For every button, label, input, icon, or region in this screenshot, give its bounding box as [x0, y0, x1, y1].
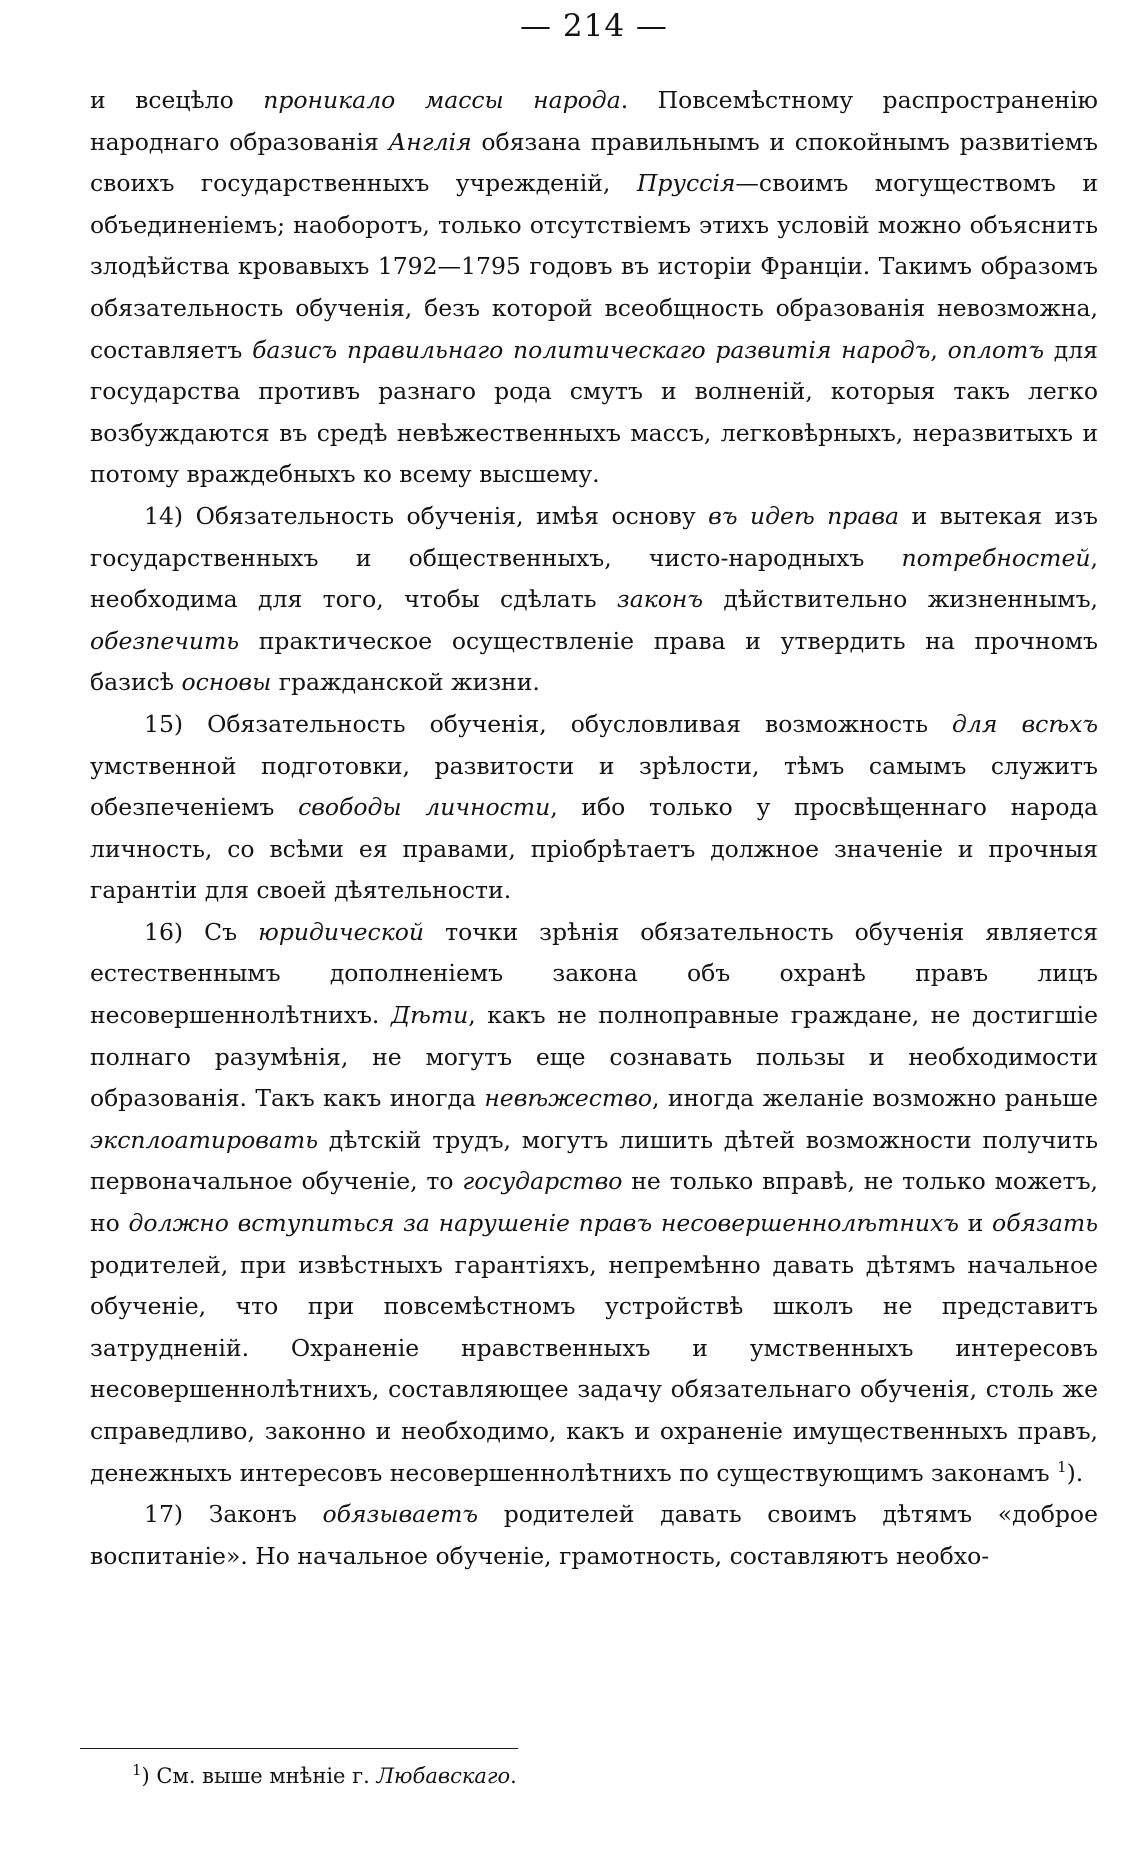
emphasis-text: юридической — [258, 917, 425, 946]
emphasis-text: обязать — [992, 1209, 1099, 1238]
paragraph-p-continue — [90, 80, 1098, 496]
text-run: 17) Законъ — [144, 1500, 323, 1529]
emphasis-text: Пруссія — [636, 169, 736, 198]
footnote-author: Любавскаго — [376, 1764, 511, 1788]
paragraph-p-17 — [90, 1494, 1098, 1577]
page — [90, 0, 1098, 1577]
footnote-divider — [80, 1748, 518, 1749]
body-text — [90, 80, 1098, 1577]
emphasis-text: Англія — [388, 127, 472, 156]
text-run: родителей, при извѣстныхъ гарантіяхъ, непремѣнно давать дѣтямъ начальное обученіе, что при повсемѣстномъ устройствѣ школъ не представитъ затрудненій. Охраненіе нравственныхъ и умственныхъ интересовъ несовершеннолѣтнихъ, составляющее задачу обязательнаго обученія, столь же справедливо, законно и необходимо, какъ и охраненіе имущественныхъ правъ, денежныхъ интересовъ несовершеннолѣтнихъ по существующимъ законамъ — [90, 1250, 1098, 1487]
emphasis-text: эксплоатировать — [90, 1125, 318, 1154]
emphasis-text: государство — [462, 1167, 623, 1196]
text-run: 16) Съ — [144, 917, 259, 946]
emphasis-text: потребностей — [901, 543, 1091, 572]
text-run: ). — [1066, 1458, 1084, 1487]
text-run: гражданской жизни. — [271, 668, 540, 697]
paragraph-p-15 — [90, 704, 1098, 912]
text-run: —своимъ могуществомъ и объединеніемъ; наоборотъ, только отсутствіемъ этихъ условій можно объяснить злодѣйства кровавыхъ 1792—1795 годовъ въ исторіи Франціи. Такимъ образомъ обязательность обученія, безъ которой всеобщность образованія невозможна, составляетъ — [90, 169, 1098, 364]
text-run: дѣтскій трудъ, могутъ лишить дѣтей возможности получить первоначальное обученіе, то — [90, 1125, 1098, 1196]
emphasis-text: проникало массы народа — [263, 86, 621, 114]
emphasis-text: базисъ правильнаго политическаго развитія народъ — [252, 335, 931, 364]
text-run: и вытекая изъ государственныхъ и общественныхъ, чисто-народныхъ — [90, 501, 1099, 572]
emphasis-text: оплотъ — [947, 335, 1044, 364]
text-run: родителей давать своимъ дѣтямъ «доброе воспитаніе». Но начальное обученіе, грамотность, составляютъ необхо- — [90, 1500, 1098, 1570]
text-run: и — [958, 1209, 993, 1238]
footnote — [132, 1760, 517, 1792]
text-run: практическое осуществленіе права и утвердить на прочномъ базисѣ — [90, 626, 1098, 697]
emphasis-text: обязываетъ — [322, 1500, 479, 1529]
footnote-marker: 1 — [132, 1761, 142, 1779]
paragraph-p-14 — [90, 496, 1098, 704]
emphasis-text: свободы личности — [298, 793, 551, 822]
text-run: , какъ не полноправные граждане, не достигшіе полнаго разумѣнія, не могутъ еще сознавать пользы и необходимости образованія. Такъ какъ иногда — [90, 1001, 1098, 1113]
text-run: , ибо только у просвѣщеннаго народа личность, со всѣми ея правами, пріобрѣтаетъ должное значеніе и прочныя гарантіи для своей дѣятельности. — [90, 793, 1098, 905]
text-run: , — [930, 335, 948, 364]
text-run: 14) Обязательность обученія, имѣя основу — [144, 501, 709, 530]
text-run: , необходима для того, чтобы сдѣлать — [90, 543, 1098, 614]
text-run: 15) Обязательность обученія, обусловливая возможность — [144, 709, 953, 738]
emphasis-text: законъ — [616, 585, 704, 614]
text-run: для государства противъ разнаго рода смутъ и волненій, которыя такъ легко возбуждаются въ средѣ невѣжественныхъ массъ, легковѣрныхъ, неразвитыхъ и потому враждебныхъ ко всему высшему. — [90, 335, 1098, 489]
page-number: — 214 — — [520, 8, 668, 44]
footnote-text-before: ) См. выше мнѣніе г. — [141, 1764, 377, 1788]
emphasis-text: Дѣти — [390, 1001, 469, 1030]
footnote-text-after: . — [510, 1764, 517, 1788]
text-run: дѣйствительно жизненнымъ, — [703, 585, 1098, 614]
footnote-ref: 1 — [1057, 1457, 1067, 1476]
text-run: . Повсемѣстному распространенію народнаго образованія — [90, 86, 1099, 156]
emphasis-text: основы — [181, 668, 272, 697]
emphasis-text: обезпечить — [90, 626, 240, 655]
text-run: обязана правильнымъ и спокойнымъ развитіемъ своихъ государственныхъ учрежденій, — [90, 127, 1098, 198]
emphasis-text: невѣжество — [484, 1084, 653, 1113]
paragraph-p-16 — [90, 912, 1098, 1494]
emphasis-text: должно вступиться за нарушеніе правъ несовершеннолѣтнихъ — [128, 1209, 959, 1238]
text-run: , иногда желаніе возможно раньше — [652, 1084, 1098, 1113]
emphasis-text: въ идеѣ права — [708, 501, 900, 530]
emphasis-text: для всѣхъ — [952, 709, 1098, 738]
text-run: умственной подготовки, развитости и зрѣлости, тѣмъ самымъ служитъ обезпеченіемъ — [90, 751, 1098, 822]
text-run: не только вправѣ, не только можетъ, но — [90, 1167, 1098, 1238]
text-run: точки зрѣнія обязательность обученія является естественнымъ дополненіемъ закона объ охранѣ правъ лицъ несовершеннолѣтнихъ. — [90, 917, 1098, 1030]
text-run: и всецѣло — [90, 86, 264, 114]
